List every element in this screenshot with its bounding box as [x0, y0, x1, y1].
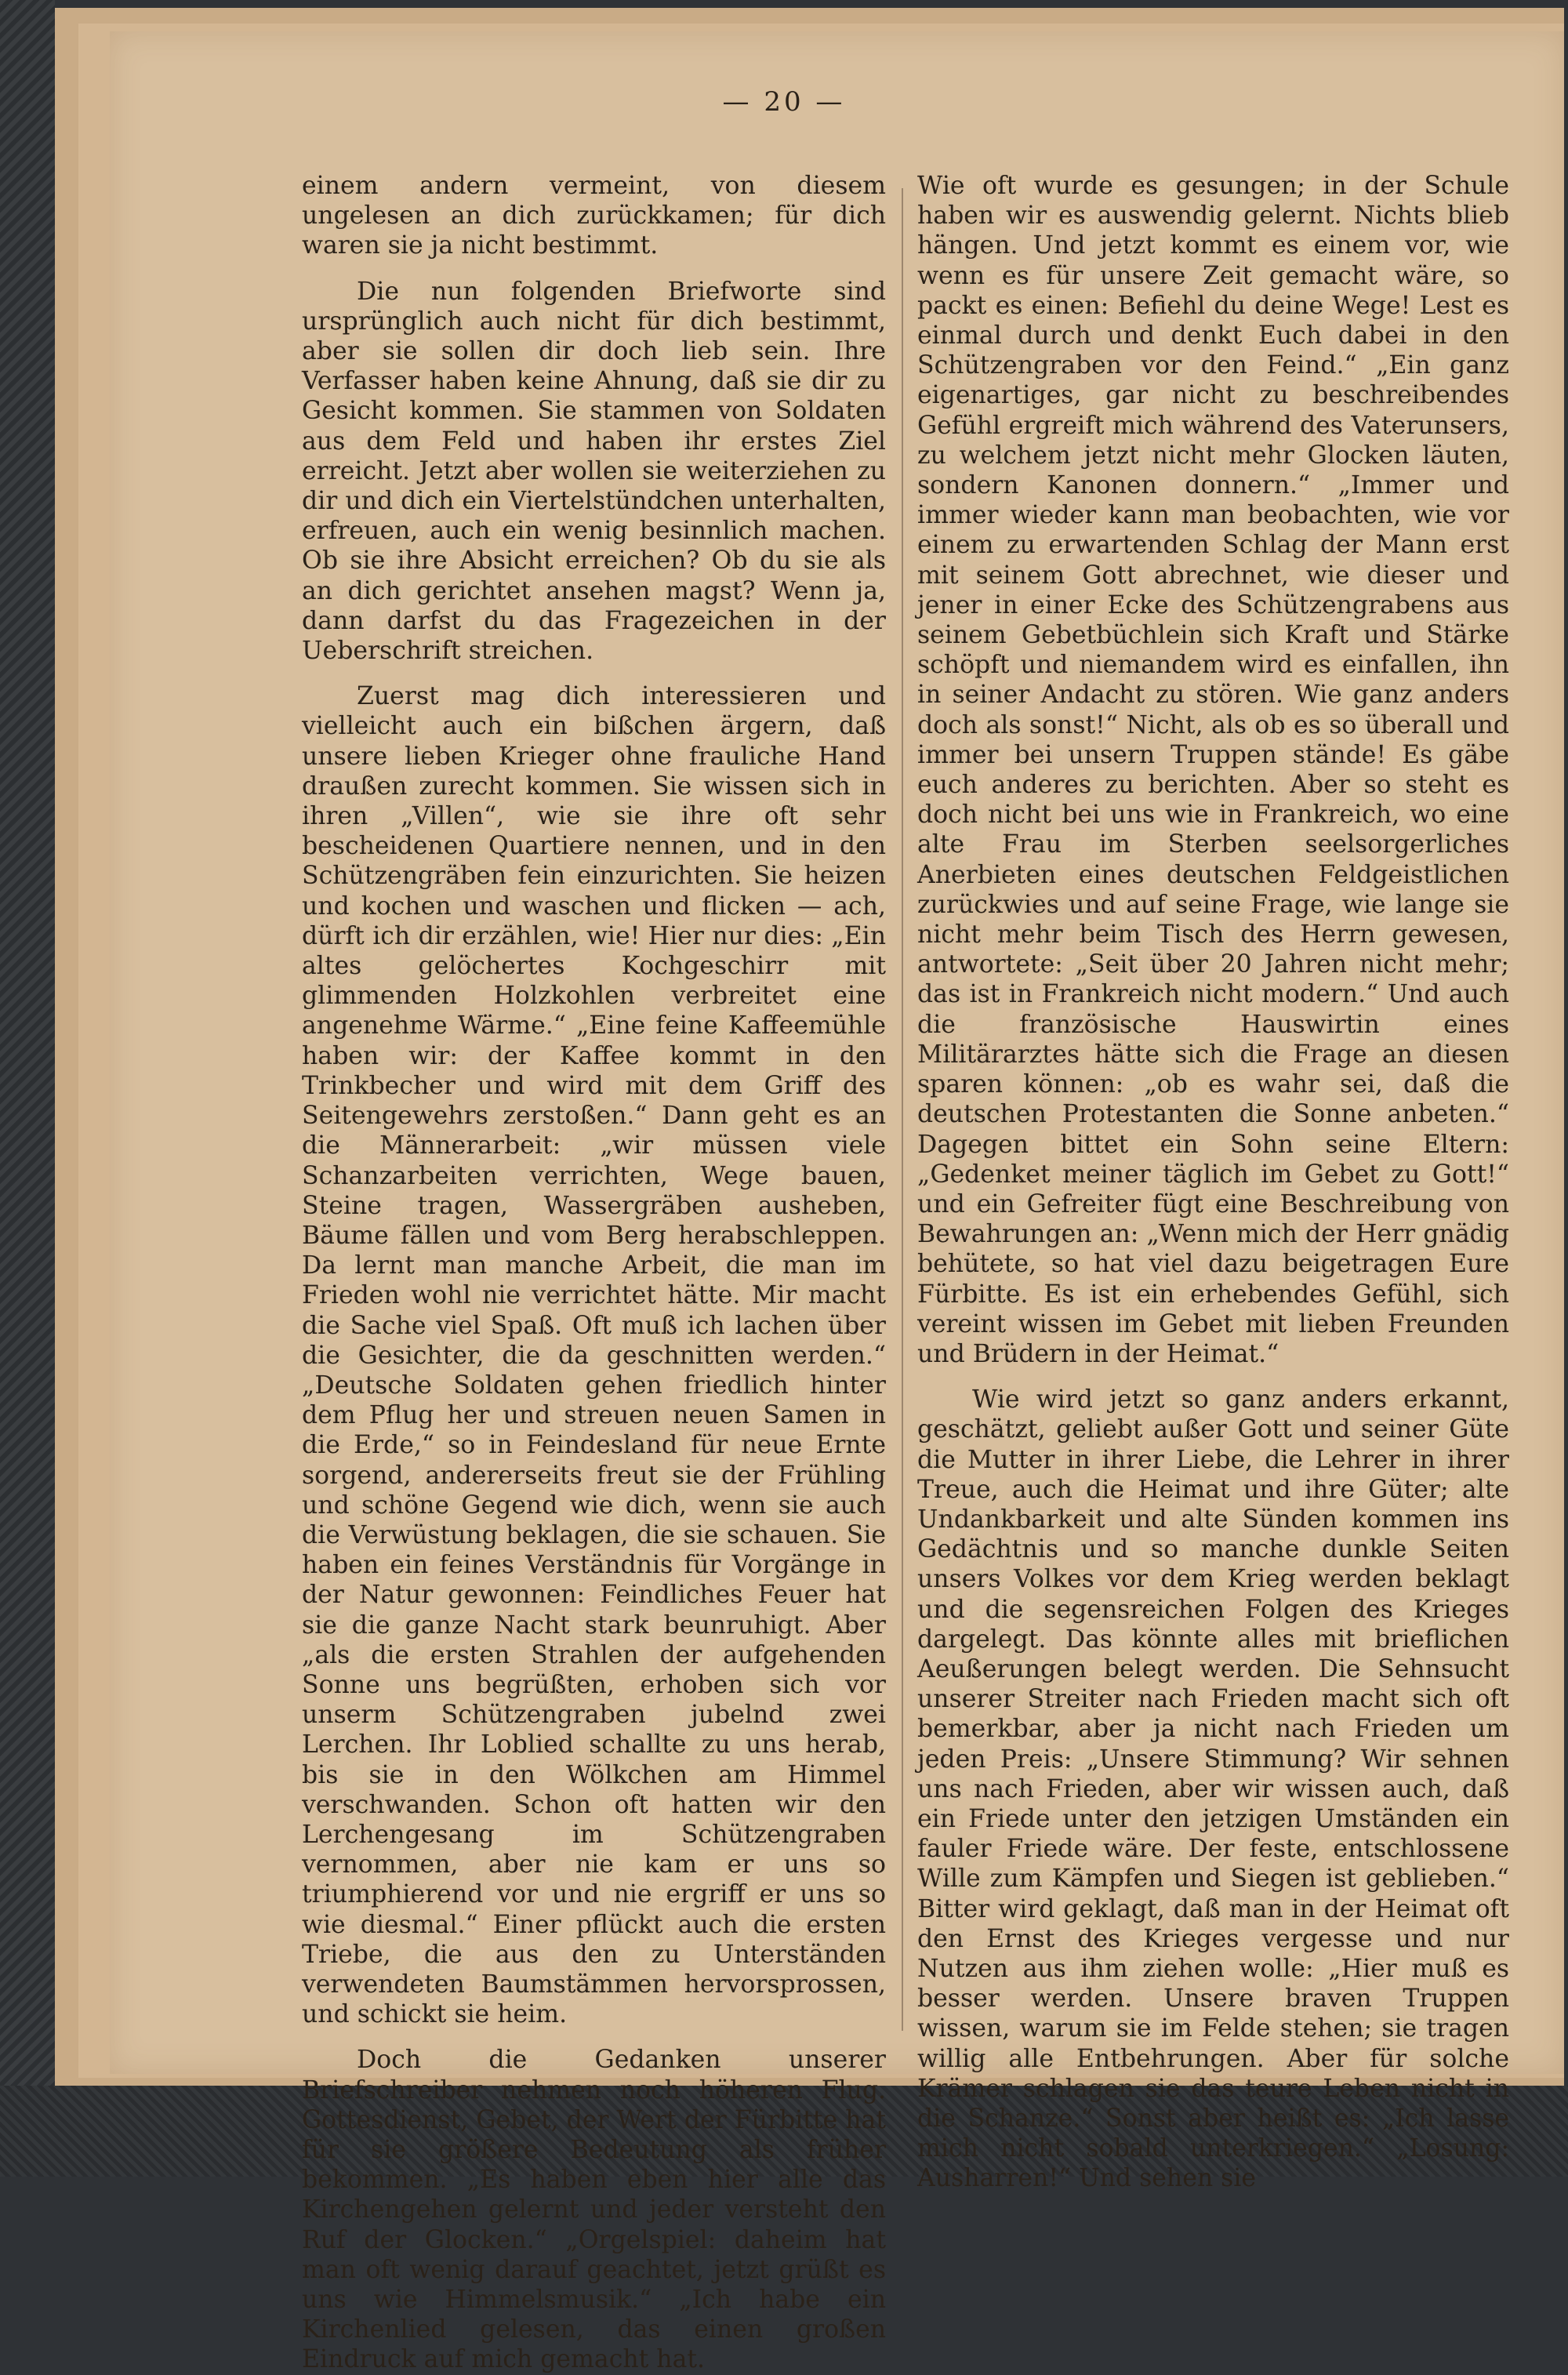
page-number: — 20 — — [722, 86, 846, 118]
right-paragraph-1: Wie oft wurde es gesungen; in der Schule haben wir es auswendig gelernt. Nichts blieb hängen. Und jetzt kommt es einem vor, wie wenn es für unsere Zeit gemacht wäre, so packt es einen: Befiehl du deine Wege! Lest es einmal durch und denkt Euch dabei in den Schützengraben vor den Feind.“ „Ein ganz eigenartiges, gar nicht zu beschreibendes Gefühl ergreift mich während des Vaterunsers, zu welchem jetzt nicht mehr Glocken läuten, sondern Kanonen donnern.“ „Immer und immer wieder kann man beobachten, wie vor einem zu erwartenden Schlag der Mann erst mit seinem Gott abrechnet, wie dieser und jener in einer Ecke des Schützengrabens aus seinem Gebetbüchlein sich Kraft und Stärke schöpft und niemandem wird es einfallen, ihn in seiner Andacht zu stören. Wie ganz anders doch als sonst!“ Nicht, als ob es so überall und immer bei unsern Truppen stände! Es gäbe euch anderes zu berichten. Aber so steht es doch nicht bei uns wie in Frankreich, wo eine alte Frau im Sterben seelsorgerliches Anerbieten eines deutschen Feldgeistlichen zurückwies und auf seine Frage, wie lange sie nicht mehr beim Tisch des Herrn gewesen, antwortete: „Seit über 20 Jahren nicht mehr; das ist in Frankreich nicht modern.“ Und auch die französische Hauswirtin eines Militärarztes hätte sich die Frage an diesen sparen können: „ob es wahr sei, daß die deutschen Protestanten die Sonne anbeten.“ Dagegen bittet ein Sohn seine Eltern: „Gedenket meiner täglich im Gebet zu Gott!“ und ein Gefreiter fügt eine Beschreibung von Bewahrungen an: „Wenn mich der Herr gnädig behütete, so hat viel dazu beigetragen Eure Fürbitte. Es ist ein erhebendes Gefühl, sich vereint wissen im Gebet mit lieben Freunden und Brüdern in der Heimat.“ — [917, 172, 1509, 1368]
left-paragraph-3: Zuerst mag dich interessieren und vielleicht auch ein bißchen ärgern, daß unsere lieben Krieger ohne frauliche Hand draußen zurecht kommen. Sie wissen sich in ihren „Villen“, wie sie ihre oft sehr bescheidenen Quartiere nennen, und in den Schützengräben fein einzurichten. Sie heizen und kochen und waschen und flicken — ach, dürft ich dir erzählen, wie! Hier nur dies: „Ein altes gelöchertes Kochgeschirr mit glimmenden Holzkohlen verbreitet eine angenehme Wärme.“ „Eine feine Kaffeemühle haben wir: der Kaffee kommt in den Trinkbecher und wird mit dem Griff des Seitengewehrs zerstoßen.“ Dann geht es an die Männerarbeit: „wir müssen viele Schanzarbeiten verrichten, Wege bauen, Steine tragen, Wassergräben ausheben, Bäume fällen und vom Berg herabschleppen. Da lernt man manche Arbeit, die man im Frieden wohl nie verrichtet hätte. Mir macht die Sache viel Spaß. Oft muß ich lachen über die Gesichter, die da geschnitten werden.“ „Deutsche Soldaten gehen friedlich hinter dem Pflug her und streuen neuen Samen in die Erde,“ so in Feindesland für neue Ernte sorgend, andererseits freut sie der Frühling und schöne Gegend wie dich, wenn sie auch die Verwüstung beklagen, die sie schauen. Sie haben ein feines Verständnis für Vorgänge in der Natur gewonnen: Feindliches Feuer hat sie die ganze Nacht stark beunruhigt. Aber „als die ersten Strahlen der aufgehenden Sonne uns begrüßten, erhoben sich vor unserm Schützengraben jubelnd zwei Lerchen. Ihr Loblied schallte zu uns herab, bis sie in den Wölkchen am Himmel verschwanden. Schon oft hatten wir den Lerchengesang im Schützengraben vernommen, aber nie kam er uns so triumphierend vor und nie ergriff er uns so wie diesmal.“ Einer pflückt auch die ersten Triebe, die aus den zu Unterständen verwendeten Baumstämmen hervorsprossen, und schickt sie heim. — [302, 682, 886, 2029]
left-paragraph-1: einem andern vermeint, von diesem ungelesen an dich zurückkamen; für dich waren sie ja nicht bestimmt. — [302, 172, 886, 260]
left-paragraph-2: Die nun folgenden Briefworte sind ursprünglich auch nicht für dich bestimmt, aber sie sollen dir doch lieb sein. Ihre Verfasser haben keine Ahnung, daß sie dir zu Gesicht kommen. Sie stammen von Soldaten aus dem Feld und haben ihr erstes Ziel erreicht. Jetzt aber wollen sie weiterziehen zu dir und dich ein Viertelstündchen unterhalten, erfreuen, auch ein wenig besinnlich machen. Ob sie ihre Absicht erreichen? Ob du sie als an dich gerichtet ansehen magst? Wenn ja, dann darfst du das Fragezeichen in der Ueberschrift streichen. — [302, 277, 886, 666]
left-paragraph-4: Doch die Gedanken unserer Briefschreiber nehmen noch höheren Flug. Gottesdienst, Gebet, der Wert der Fürbitte hat für sie größere Bedeutung als früher bekommen. „Es haben eben hier alle das Kirchengehen gelernt und jeder versteht den Ruf der Glocken.“ „Orgelspiel: daheim hat man oft wenig darauf geachtet, jetzt grüßt es uns wie Himmelsmusik.“ „Ich habe ein Kirchenlied gelesen, das einen großen Eindruck auf mich gemacht hat. — [302, 2046, 886, 2374]
left-column — [302, 171, 886, 2375]
right-column — [917, 171, 1509, 2194]
book-cover-left — [0, 0, 55, 2177]
column-divider — [902, 188, 903, 2031]
right-paragraph-2: Wie wird jetzt so ganz anders erkannt, geschätzt, geliebt außer Gott und seiner Güte die Mutter in ihrer Liebe, die Lehrer in ihrer Treue, auch die Heimat und ihre Güter; alte Undankbarkeit und alte Sünden kommen ins Gedächtnis und so manche dunkle Seiten unsers Volkes vor dem Krieg werden beklagt und die segensreichen Folgen des Krieges dargelegt. Das könnte alles mit brieflichen Aeußerungen belegt werden. Die Sehnsucht unserer Streiter nach Frieden macht sich oft bemerkbar, aber ja nicht nach Frieden um jeden Preis: „Unsere Stimmung? Wir sehnen uns nach Frieden, aber wir wissen auch, daß ein Friede unter den jetzigen Umständen ein fauler Friede wäre. Der feste, entschlossene Wille zum Kämpfen und Siegen ist geblieben.“ Bitter wird geklagt, daß man in der Heimat oft den Ernst des Krieges vergesse und nur Nutzen aus ihm ziehen wolle: „Hier muß es besser werden. Unsere braven Truppen wissen, warum sie im Felde stehen; sie tragen willig alle Entbehrungen. Aber für solche Krämer schlagen sie das teure Leben nicht in die Schanze.“ Sonst aber heißt es: „Ich lasse mich nicht sobald unterkriegen.“ „Losung: Ausharren!“ Und sehen sie — [917, 1385, 1509, 2193]
